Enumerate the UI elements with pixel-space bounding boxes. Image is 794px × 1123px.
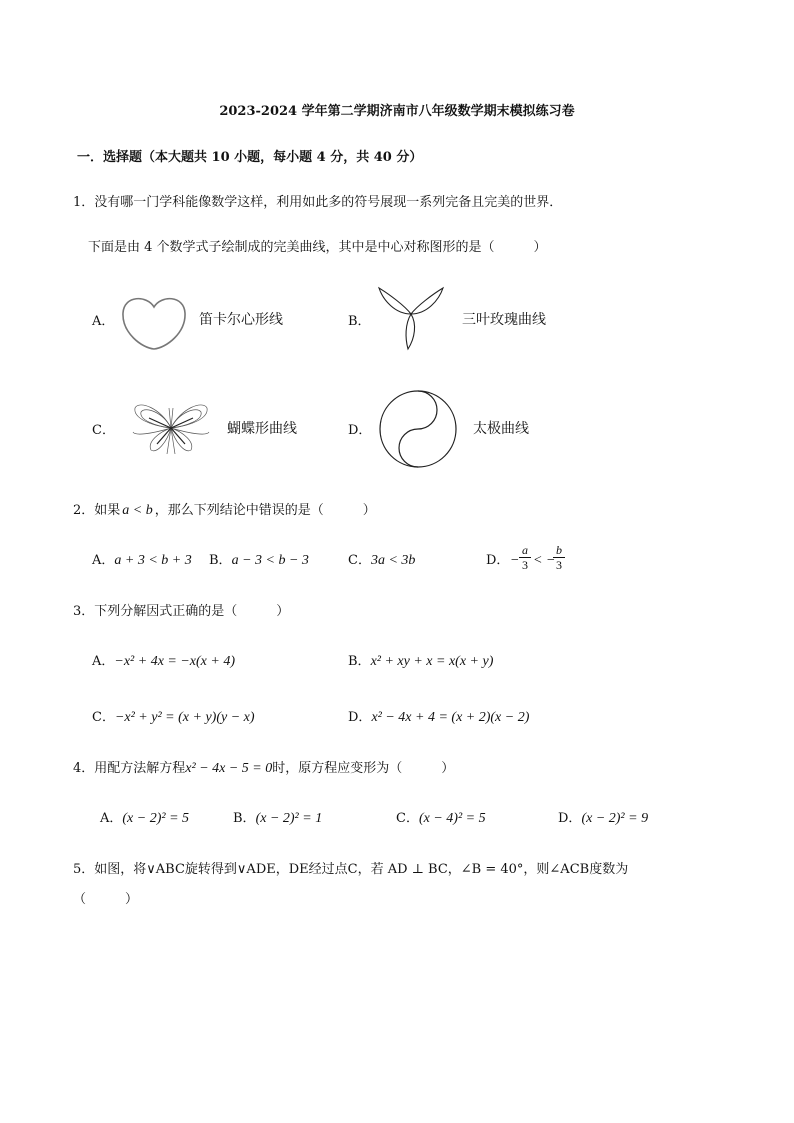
- q4-option-c: [396, 811, 486, 827]
- q4-stem-prefix: 4．用配方法解方程: [73, 761, 186, 776]
- q2-option-d-letter: D．: [486, 553, 510, 568]
- q2-option-d-relation: < −: [533, 553, 556, 568]
- three-leaf-rose-figure: [375, 286, 447, 352]
- q5-stem-line2: （ ）: [73, 892, 139, 907]
- q2-option-d-minus: −: [510, 553, 520, 568]
- q4-option-d-expr: (x − 2)² = 9: [581, 811, 649, 826]
- q2-stem-suffix: ，那么下列结论中错误的是（ ）: [154, 503, 376, 518]
- q4-option-a: [100, 811, 189, 827]
- q3-option-b-letter: B．: [348, 654, 371, 669]
- q2-stem: [73, 503, 376, 519]
- q2-option-c: [348, 553, 415, 569]
- q5-stem-line1: 5．如图，将∨ABC旋转得到∨ADE，DE经过点C，若 AD ⊥ BC，∠B = 40°，则∠ACB度数为: [73, 862, 629, 877]
- q4-stem-suffix: 时，原方程应变形为（ ）: [272, 761, 455, 776]
- q2-option-d-numerator1: a: [519, 543, 531, 558]
- q3-option-a: [92, 654, 235, 670]
- q2-option-b: [209, 553, 309, 569]
- q4-stem: [73, 761, 454, 777]
- q2-option-a-expr: a + 3 < b + 3: [114, 553, 192, 568]
- butterfly-curve-figure: [131, 398, 211, 458]
- q1-option-d-caption: 太极曲线: [473, 421, 529, 437]
- q3-stem: 3．下列分解因式正确的是（ ）: [73, 604, 290, 619]
- q2-option-b-expr: a − 3 < b − 3: [231, 553, 309, 568]
- q2-option-d-numerator2: b: [553, 543, 565, 558]
- q4-option-b: [233, 811, 322, 827]
- q3-option-c: [92, 710, 255, 726]
- q3-option-b: [348, 654, 493, 670]
- q4-option-d-letter: D．: [558, 811, 582, 826]
- q4-option-b-letter: B．: [233, 811, 256, 826]
- q1-option-b-caption: 三叶玫瑰曲线: [462, 312, 546, 328]
- q2-condition: a < b: [122, 503, 153, 518]
- q1-option-d-letter: D．: [348, 423, 372, 438]
- q4-option-d: [558, 811, 648, 827]
- q2-option-d-denominator2: 3: [556, 558, 562, 572]
- taiji-curve-figure: [377, 388, 459, 470]
- q1-option-a-letter: A．: [92, 314, 115, 329]
- q2-stem-prefix: 2．如果: [73, 503, 121, 518]
- q3-option-d: [348, 710, 529, 726]
- q2-option-d-fraction1: [519, 543, 531, 572]
- q4-option-a-expr: (x − 2)² = 5: [122, 811, 190, 826]
- q1-option-c-letter: C．: [92, 423, 115, 438]
- page-title: 2023-2024 学年第二学期济南市八年级数学期末模拟练习卷: [219, 104, 575, 119]
- section-heading: 一．选择题（本大题共 10 小题，每小题 4 分，共 40 分）: [77, 150, 423, 165]
- q3-option-a-expr: −x² + 4x = −x(x + 4): [114, 654, 236, 669]
- q3-option-b-expr: x² + xy + x = x(x + y): [370, 654, 494, 669]
- q3-option-c-letter: C．: [92, 710, 115, 725]
- q1-stem-line2: 下面是由 4 个数学式子绘制成的完美曲线，其中是中心对称图形的是（ ）: [88, 240, 547, 255]
- q2-option-d-denominator1: 3: [522, 558, 528, 572]
- q1-option-b-letter: B．: [348, 314, 371, 329]
- q1-option-a-caption: 笛卡尔心形线: [199, 312, 283, 328]
- q2-option-b-letter: B．: [209, 553, 232, 568]
- q4-option-a-letter: A．: [100, 811, 123, 826]
- q2-option-c-letter: C．: [348, 553, 371, 568]
- cardioid-figure: [118, 293, 190, 353]
- q2-option-a: [92, 553, 192, 569]
- q3-option-c-expr: −x² + y² = (x + y)(y − x): [114, 710, 255, 725]
- q3-option-d-letter: D．: [348, 710, 372, 725]
- q4-equation: x² − 4x − 5 = 0: [185, 761, 273, 776]
- q1-stem-line1: 1．没有哪一门学科能像数学这样，利用如此多的符号展现一系列完备且完美的世界．: [73, 195, 563, 210]
- q1-option-c-caption: 蝴蝶形曲线: [227, 421, 297, 437]
- q3-option-a-letter: A．: [92, 654, 115, 669]
- q4-option-b-expr: (x − 2)² = 1: [255, 811, 323, 826]
- q2-option-a-letter: A．: [92, 553, 115, 568]
- q4-option-c-expr: (x − 4)² = 5: [418, 811, 486, 826]
- q2-option-d-fraction2: [553, 543, 565, 572]
- q3-option-d-expr: x² − 4x + 4 = (x + 2)(x − 2): [371, 710, 530, 725]
- q4-option-c-letter: C．: [396, 811, 419, 826]
- q2-option-c-expr: 3a < 3b: [370, 553, 416, 568]
